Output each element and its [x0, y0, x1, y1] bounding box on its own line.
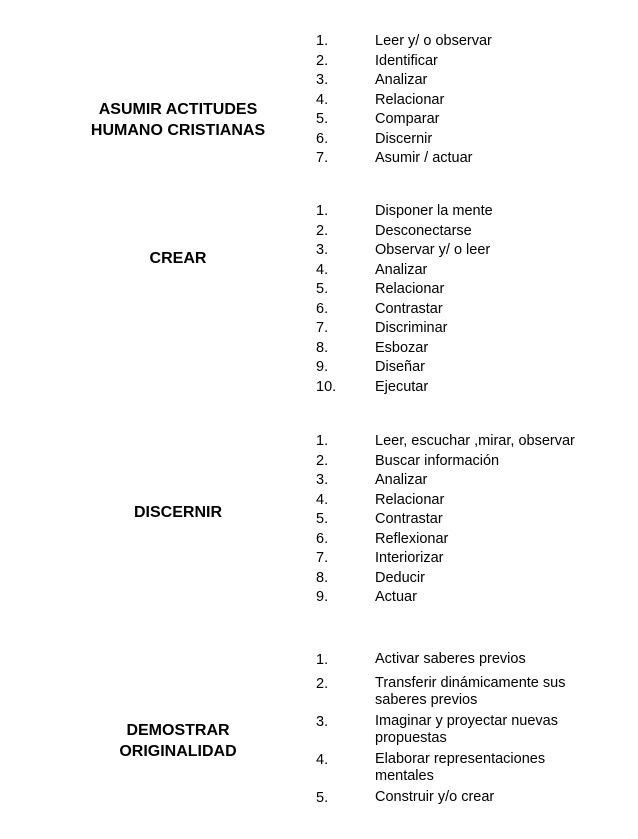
- skill-heading: [78, 99, 278, 141]
- step-number: 6.: [316, 300, 329, 317]
- step-text: Actuar: [375, 589, 417, 605]
- step-number: 1.: [316, 33, 329, 49]
- step-text: Activar saberes previos: [375, 651, 526, 667]
- steps-list: [316, 651, 606, 808]
- skill-heading-line: HUMANO CRISTIANAS: [90, 122, 266, 139]
- step-number: 4.: [316, 91, 329, 108]
- list-item: [316, 675, 606, 709]
- step-text: Comparar: [375, 111, 440, 127]
- step-number: 8.: [316, 569, 329, 586]
- list-item: [316, 378, 606, 398]
- list-item: [316, 432, 606, 452]
- step-number: 1.: [316, 652, 329, 668]
- step-number: 5.: [316, 511, 329, 527]
- list-item: [316, 280, 606, 300]
- skill-heading-line: ASUMIR ACTITUDES: [98, 101, 258, 118]
- list-item: [316, 569, 606, 589]
- step-text: Relacionar: [375, 281, 445, 297]
- step-text: Imaginar y proyectar nuevas propuestas: [375, 712, 558, 746]
- step-number: 4.: [316, 751, 329, 768]
- step-number: 4.: [316, 491, 329, 508]
- steps-list: [316, 432, 606, 608]
- list-item: [316, 222, 606, 242]
- skill-heading-line: DEMOSTRAR: [126, 722, 230, 739]
- list-item: [316, 751, 606, 785]
- step-text: Analizar: [375, 72, 428, 88]
- skill-heading-line: CREAR: [149, 250, 207, 267]
- step-number: 5.: [316, 789, 329, 806]
- skill-heading: [78, 502, 278, 523]
- step-number: 3.: [316, 72, 329, 88]
- step-text: Relacionar: [375, 491, 445, 508]
- skill-heading: [78, 720, 278, 762]
- steps-list: [316, 32, 606, 169]
- list-item: [316, 241, 606, 261]
- step-text: Observar y/ o leer: [375, 242, 491, 258]
- step-text: Buscar información: [375, 452, 500, 469]
- step-text: Contrastar: [375, 300, 443, 317]
- step-text: Diseñar: [375, 359, 425, 375]
- step-text: Contrastar: [375, 511, 443, 527]
- list-item: [316, 319, 606, 339]
- list-item: [316, 452, 606, 472]
- step-text: Deducir: [375, 569, 425, 586]
- step-text: Leer, escuchar ,mirar, observar: [375, 433, 575, 449]
- list-item: [316, 588, 606, 608]
- step-number: 3.: [316, 713, 329, 730]
- step-text: Reflexionar: [375, 530, 449, 547]
- list-item: [316, 471, 606, 491]
- step-number: 2.: [316, 452, 329, 469]
- step-number: 1.: [316, 203, 329, 219]
- step-text: Relacionar: [375, 91, 445, 108]
- list-item: [316, 149, 606, 169]
- list-item: [316, 32, 606, 52]
- step-number: 2.: [316, 222, 329, 239]
- list-item: [316, 300, 606, 320]
- step-number: 2.: [316, 52, 329, 69]
- step-number: 2.: [316, 675, 329, 692]
- step-text: Asumir / actuar: [375, 150, 473, 166]
- list-item: [316, 549, 606, 569]
- list-item: [316, 52, 606, 72]
- list-item: [316, 713, 606, 747]
- step-text: Analizar: [375, 261, 428, 278]
- step-number: 1.: [316, 433, 329, 449]
- step-text: Interiorizar: [375, 550, 444, 566]
- step-text: Esbozar: [375, 339, 429, 356]
- step-number: 3.: [316, 242, 329, 258]
- step-number: 7.: [316, 320, 329, 336]
- step-number: 5.: [316, 111, 329, 127]
- list-item: [316, 789, 606, 809]
- skill-heading-line: ORIGINALIDAD: [119, 743, 237, 760]
- list-item: [316, 110, 606, 130]
- step-text: Analizar: [375, 472, 428, 488]
- step-number: 3.: [316, 472, 329, 488]
- list-item: [316, 130, 606, 150]
- list-item: [316, 91, 606, 111]
- step-number: 10.: [316, 378, 337, 395]
- list-item: [316, 358, 606, 378]
- list-item: [316, 339, 606, 359]
- list-item: [316, 261, 606, 281]
- list-item: [316, 530, 606, 550]
- step-number: 5.: [316, 281, 329, 297]
- step-text: Leer y/ o observar: [375, 33, 492, 49]
- skill-heading-line: DISCERNIR: [133, 504, 222, 521]
- step-text: Identificar: [375, 52, 438, 69]
- step-number: 7.: [316, 550, 329, 566]
- step-number: 9.: [316, 359, 329, 375]
- list-item: [316, 202, 606, 222]
- step-text: Ejecutar: [375, 378, 429, 395]
- step-number: 9.: [316, 589, 329, 605]
- step-number: 8.: [316, 339, 329, 356]
- step-text: Desconectarse: [375, 222, 472, 239]
- list-item: [316, 71, 606, 91]
- steps-list: [316, 202, 606, 397]
- step-text: Discriminar: [375, 320, 448, 336]
- list-item: [316, 510, 606, 530]
- step-number: 6.: [316, 130, 329, 147]
- step-text: Elaborar representaciones mentales: [375, 750, 546, 784]
- list-item: [316, 491, 606, 511]
- step-text: Discernir: [375, 130, 433, 147]
- step-number: 7.: [316, 150, 329, 166]
- step-number: 6.: [316, 530, 329, 547]
- step-text: Transferir dinámicamente sus saberes previos: [375, 674, 566, 708]
- list-item: [316, 651, 606, 671]
- step-number: 4.: [316, 261, 329, 278]
- step-text: Disponer la mente: [375, 203, 493, 219]
- step-text: Construir y/o crear: [375, 788, 495, 805]
- skill-heading: [78, 248, 278, 269]
